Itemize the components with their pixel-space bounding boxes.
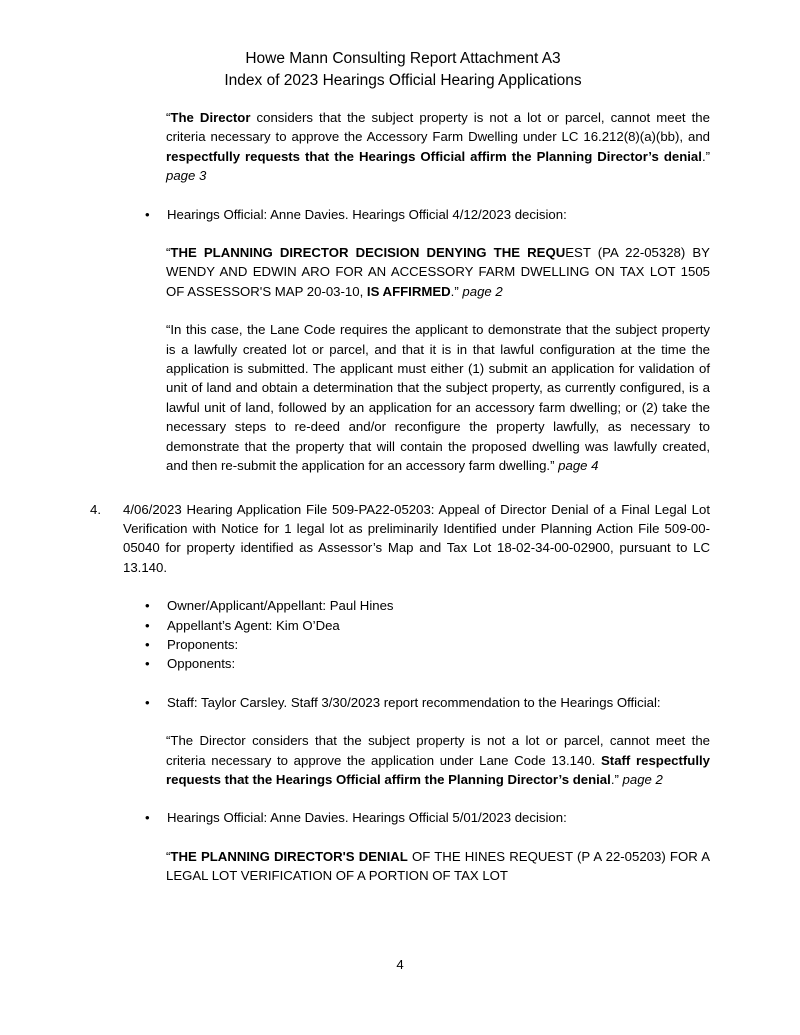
- list-item-label: Owner/Applicant/Appellant: Paul Hines: [167, 598, 394, 614]
- open-quote: “: [166, 110, 171, 125]
- list-item-label: Appellant’s Agent: Kim O’Dea: [167, 617, 340, 633]
- bullet-icon: •: [145, 694, 150, 710]
- list-item: [145, 616, 710, 635]
- decision-text-d: .”: [450, 283, 463, 299]
- quote2-bold-b: Staff respectfully requests that the Hearings Official affirm the Planning Director’s denial: [166, 752, 710, 787]
- list-item: [145, 654, 710, 673]
- quote-citation: page 3: [166, 168, 207, 184]
- quote-bold-lead: The Director: [170, 110, 251, 125]
- item-text: 4/06/2023 Hearing Application File 509-PA22-05203: Appeal of Director Denial of a Final Legal Lot Verification with Notice for 1 legal lot as preliminarily Identified under Planning Action File 509-00-05040 for property identified as Assessor’s Map and Tax Lot 18-02-34-00-02900, pursuant to LC 13.140.: [123, 501, 710, 575]
- bullet-icon: •: [145, 206, 150, 222]
- numbered-item-4: [90, 500, 710, 578]
- decision-bold-a: THE PLANNING DIRECTOR DECISION DENYING THE REQU: [170, 245, 566, 261]
- bullet-icon: •: [145, 636, 150, 652]
- quote-hearings-decision-1: [166, 243, 710, 301]
- quote2-text-c: .”: [610, 771, 623, 787]
- bullet-icon: •: [145, 617, 150, 633]
- lane-code-citation: page 4: [558, 458, 599, 474]
- quote-text-c: .”: [701, 148, 710, 164]
- open-quote: “: [166, 848, 171, 864]
- quote-lane-code: [166, 320, 710, 475]
- title-line-2: Index of 2023 Hearings Official Hearing Applications: [224, 72, 582, 89]
- quote-hearings-decision-2: [166, 847, 710, 886]
- list-item-label: Proponents:: [167, 636, 239, 652]
- quote-director-denial-2: [166, 731, 710, 789]
- list-item-label: Opponents:: [167, 656, 236, 672]
- bullet-icon: •: [145, 810, 150, 826]
- list-item: [145, 205, 710, 224]
- decision-text-b: EST (PA 22-05328) BY WENDY AND EDWIN ARO FOR AN ACCESSORY FARM DWELLING ON TAX LOT 1505 OF ASSESSOR'S MAP 20-03-10,: [166, 245, 710, 299]
- list-item-label: Staff: Taylor Carsley. Staff 3/30/2023 report recommendation to the Hearings Official:: [167, 694, 661, 710]
- page-title: [96, 48, 710, 92]
- decision2-bold-a: THE PLANNING DIRECTOR'S DENIAL: [170, 848, 408, 864]
- decision-citation: page 2: [462, 283, 503, 299]
- document-body: [90, 108, 710, 886]
- quote-bold-b: respectfully requests that the Hearings Official affirm the Planning Director’s denial: [166, 148, 702, 164]
- quote2-citation: page 2: [622, 771, 663, 787]
- item-number: 4.: [90, 501, 101, 517]
- lane-code-text: “In this case, the Lane Code requires the applicant to demonstrate that the subject property is a lawfully created lot or parcel, and that it is in that lawful configuration at the time the application is submitted. The applicant must either (1) submit an application for validation of unit of land and obtain a determination that the subject property, as currently configured, is a lawful unit of land, followed by an application for an accessory farm dwelling; or (2) take the necessary steps to re-deed and/or reconfigure the property lawfully, as necessary to demonstrate that the property that will contain the proposed dwelling was lawfully created, and then re-submit the application for an accessory farm dwelling.”: [166, 322, 710, 474]
- list-item-label: Hearings Official: Anne Davies. Hearings Official 4/12/2023 decision:: [167, 206, 567, 222]
- bullet-icon: •: [145, 656, 150, 672]
- parties-list: [90, 596, 710, 674]
- list-item: [145, 693, 710, 712]
- title-line-1: Howe Mann Consulting Report Attachment A3: [245, 50, 561, 67]
- list-item: [145, 596, 710, 615]
- quote-director-denial-1: [166, 108, 710, 186]
- list-item: [145, 808, 710, 827]
- bullet-icon: •: [145, 598, 150, 614]
- quote-text-a: considers that the subject property is not a lot or parcel, cannot meet the criteria necessary to approve the Accessory Farm Dwelling under LC 16.212(8)(a)(bb), and: [166, 110, 710, 145]
- decision2-text-b: OF THE HINES REQUEST (P A 22-05203) FOR A LEGAL LOT VERIFICATION OF A PORTION OF TAX LOT: [166, 848, 710, 884]
- page-number: 4: [396, 957, 404, 972]
- list-item: [145, 635, 710, 654]
- quote2-text-a: “The Director considers that the subject property is not a lot or parcel, cannot meet the criteria necessary to approve the application under Lane Code 13.140.: [166, 733, 710, 768]
- open-quote: “: [166, 245, 171, 261]
- decision-bold-c: IS AFFIRMED: [366, 283, 451, 299]
- list-item-label: Hearings Official: Anne Davies. Hearings Official 5/01/2023 decision:: [167, 810, 567, 826]
